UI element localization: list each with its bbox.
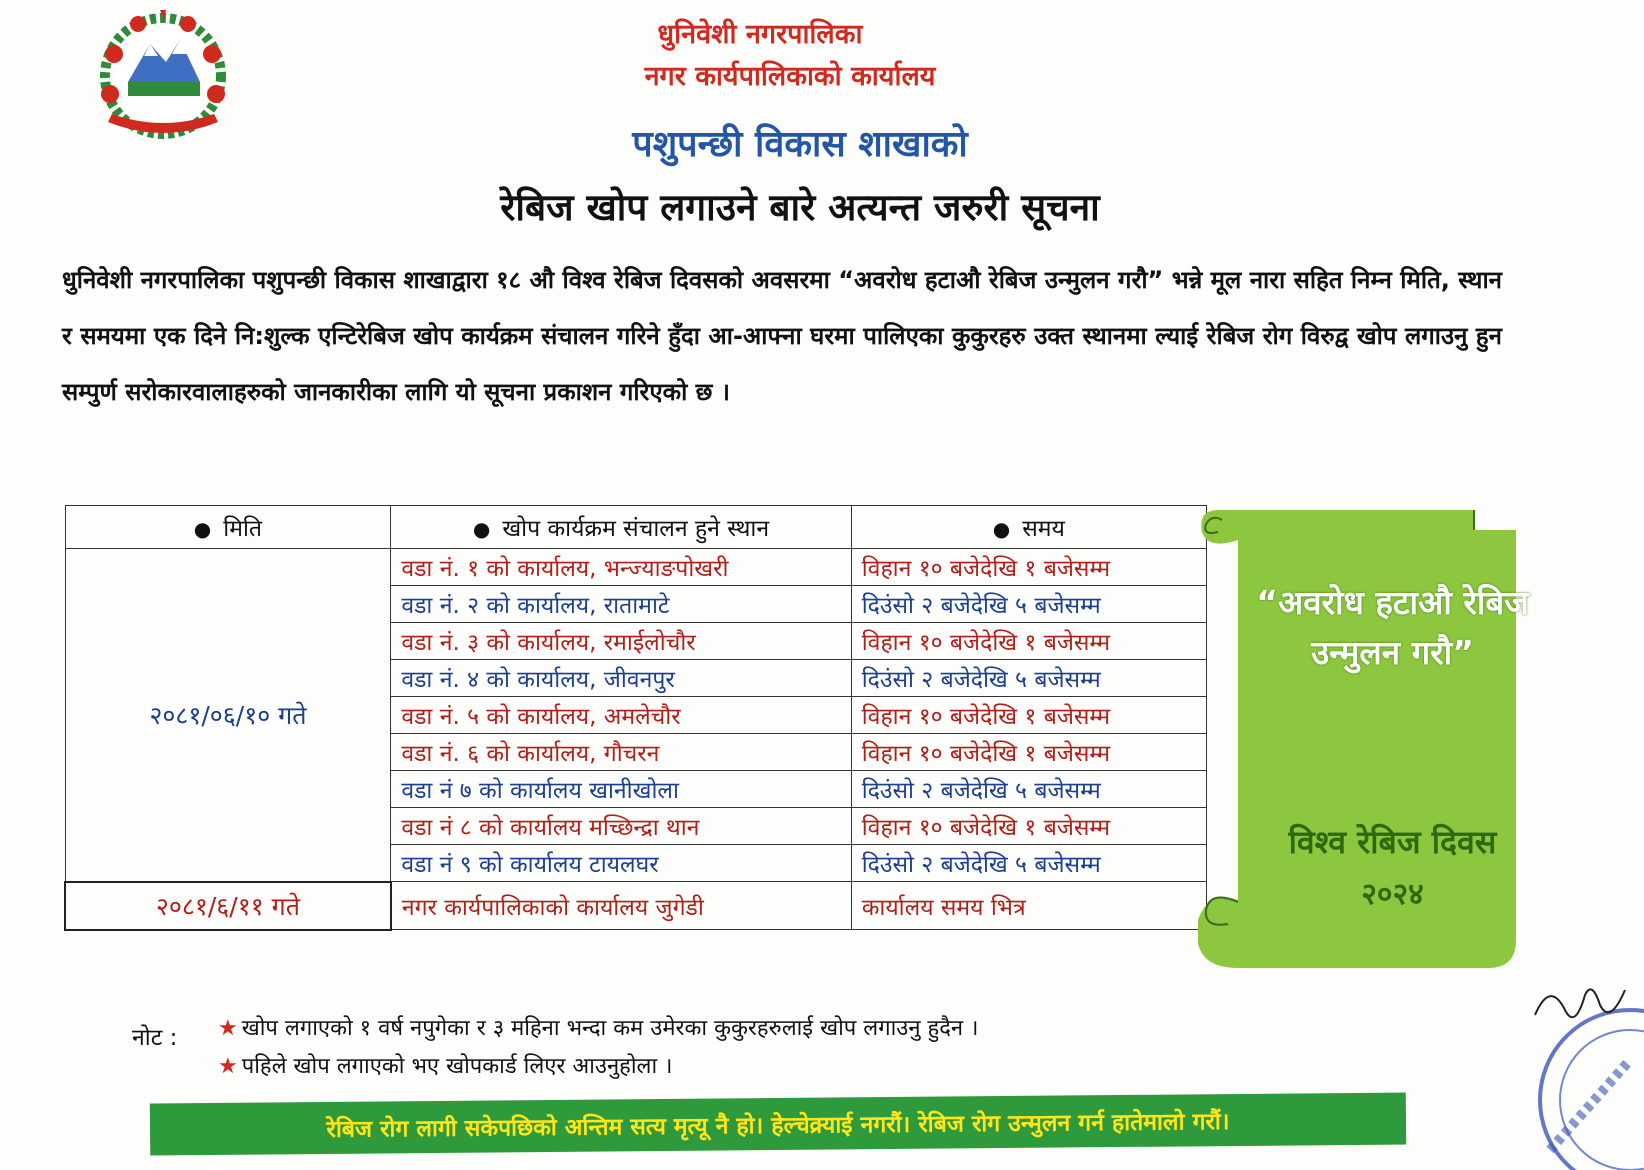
header-date — [65, 506, 391, 549]
header-location-label: खोप कार्यक्रम संचालन हुने स्थान — [502, 516, 770, 542]
location-cell: वडा नं. ४ को कार्यालय, जीवनपुर — [391, 660, 851, 697]
world-rabies-day: विश्व रेबिज दिवस — [1288, 823, 1497, 861]
slogan-text: “अवरोध हटाऔ रेबिज उन्मुलन गरौ” — [1256, 583, 1529, 672]
star-icon: ★ — [218, 1016, 238, 1041]
table-row — [65, 882, 1207, 930]
date-cell: २०८१/६/११ गते — [65, 882, 391, 930]
header-date-label: मिति — [223, 516, 263, 542]
location-cell: वडा नं ८ को कार्यालय मच्छिन्द्रा थान — [391, 808, 851, 845]
location-cell: वडा नं. ३ को कार्यालय, रमाईलोचौर — [391, 623, 851, 660]
time-cell: विहान १० बजेदेखि १ बजेसम्म — [851, 808, 1206, 845]
time-cell: विहान १० बजेदेखि १ बजेसम्म — [851, 734, 1206, 771]
header-location — [391, 506, 851, 549]
star-icon: ★ — [218, 1054, 238, 1079]
note-text: खोप लगाएको १ वर्ष नपुगेका र ३ महिना भन्दा कम उमेरका कुकुरहरुलाई खोप लगाउनु हुदैन । — [241, 1016, 979, 1041]
location-cell: वडा नं. १ को कार्यालय, भन्ज्याङपोखरी — [391, 549, 851, 586]
vaccination-schedule-table — [64, 505, 1207, 931]
location-cell: वडा नं ९ को कार्यालय टायलघर — [391, 845, 851, 882]
schedule-body — [65, 549, 1207, 930]
note-label: नोट : — [132, 1025, 178, 1051]
note-text: पहिले खोप लगाएको भए खोपकार्ड लिएर आउनुहोला । — [241, 1054, 673, 1079]
time-cell: विहान १० बजेदेखि १ बजेसम्म — [851, 697, 1206, 734]
header-time-label: समय — [1022, 516, 1065, 542]
time-cell: दिउंसो २ बजेदेखि ५ बजेसम्म — [851, 845, 1206, 882]
notice-headline: रेबिज खोप लगाउने बारे अत्यन्त जरुरी सूचना — [500, 186, 1100, 229]
date-cell: २०८१/०६/१० गते — [65, 549, 391, 882]
location-cell: वडा नं. ६ को कार्यालय, गौचरन — [391, 734, 851, 771]
table-row — [65, 549, 1207, 586]
location-cell: वडा नं. ५ को कार्यालय, अमलेचौर — [391, 697, 851, 734]
note-item — [218, 1050, 672, 1080]
time-cell: विहान १० बजेदेखि १ बजेसम्म — [851, 549, 1206, 586]
notice-body-text: धुनिवेशी नगरपालिका पशुपन्छी विकास शाखाद्वारा १८ औ विश्व रेबिज दिवसको अवसरमा “अवरोध हटाऔ रेबिज उन्मुलन गरौ” भन्ने मूल नारा सहित निम्न मिति, स्थान र समयमा एक दिने नि:शुल्क एन्टिरेबिज खोप कार्यक्रम संचालन गरिने हुँदा आ-आफ्ना घरमा पालिएका कुकुरहरु उक्त स्थानमा ल्याई रेबिज रोग विरुद्व खोप लगाउनु हुन सम्पुर्ण सरोकारवालाहरुको जानकारीका लागि यो सूचना प्रकाशन गरिएको छ । — [62, 266, 1502, 406]
location-cell: नगर कार्यपालिकाको कार्यालय जुगेडी — [391, 882, 851, 930]
header-time — [851, 506, 1206, 549]
office-name: नगर कार्यपालिकाको कार्यालय — [644, 61, 936, 92]
table-header-row — [65, 506, 1207, 549]
bullet-icon: ● — [193, 517, 212, 541]
bullet-icon: ● — [472, 517, 491, 541]
time-cell: दिउंसो २ बजेदेखि ५ बजेसम्म — [851, 586, 1206, 623]
awareness-banner: रेबिज रोग लागी सकेपछिको अन्तिम सत्य मृत्यू नै हो। हेल्चेक्र्याई नगरौं। रेबिज रोग उन्मुलन गर्न हातेमालो गरौं। — [150, 1093, 1406, 1156]
bullet-icon: ● — [992, 517, 1011, 541]
time-cell: विहान १० बजेदेखि १ बजेसम्म — [851, 623, 1206, 660]
location-cell: वडा नं ७ को कार्यालय खानीखोला — [391, 771, 851, 808]
time-cell: दिउंसो २ बजेदेखि ५ बजेसम्म — [851, 660, 1206, 697]
note-item — [218, 1012, 978, 1042]
nepal-government-emblem-icon — [88, 4, 238, 144]
year-label: २०२४ — [1361, 877, 1424, 912]
signature-icon — [1530, 975, 1640, 1035]
branch-name: पशुपन्छी विकास शाखाको — [632, 124, 968, 165]
time-cell: कार्यालय समय भित्र — [851, 882, 1206, 930]
municipality-name: धुनिवेशी नगरपालिका — [657, 19, 863, 50]
location-cell: वडा नं. २ को कार्यालय, रातामाटे — [391, 586, 851, 623]
time-cell: दिउंसो २ बजेदेखि ५ बजेसम्म — [851, 771, 1206, 808]
